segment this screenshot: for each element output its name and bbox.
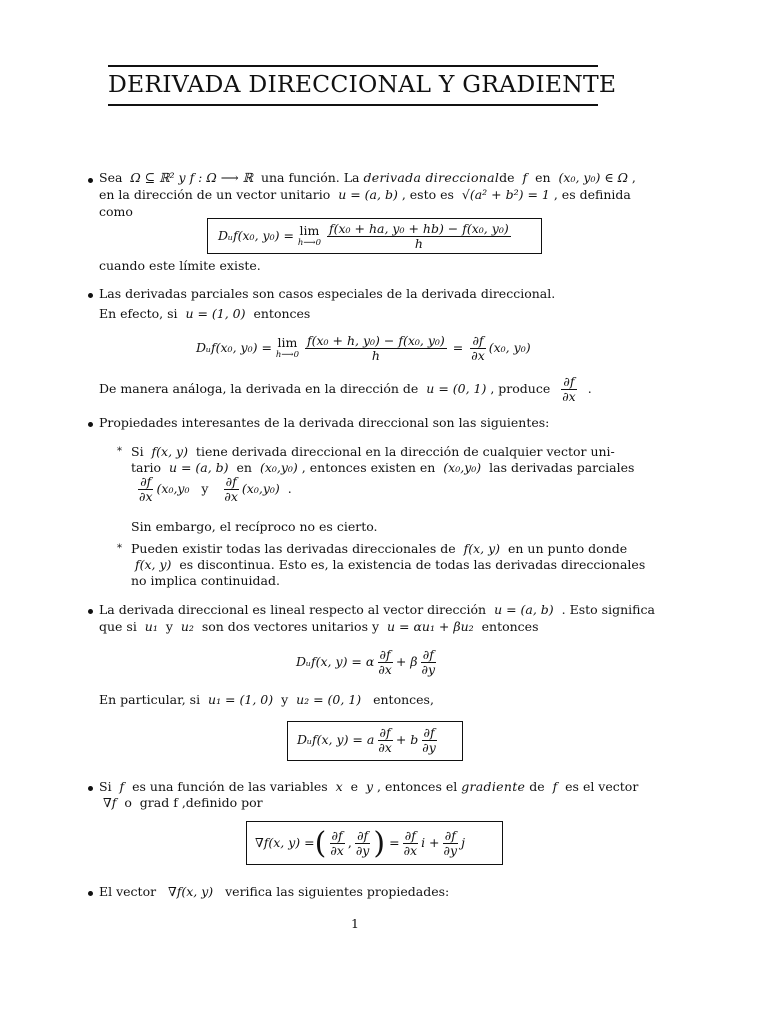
paragraph-line: El vector ∇f(x, y) verifica las siguientes propiedades: bbox=[99, 884, 450, 899]
equation: Dᵤf(x, y) = α $\frac{\partial f}{\partial x}$ + β $\frac{\partial f}{\partial y}$ bbox=[296, 647, 436, 677]
bullet bbox=[88, 786, 93, 791]
paragraph-line: Pueden existir todas las derivadas direccionales de f(x, y) en un punto donde bbox=[131, 541, 628, 556]
paragraph-line: En efecto, si u = (1, 0) entonces bbox=[99, 306, 311, 321]
paragraph-line: como bbox=[99, 204, 133, 219]
equation: Dᵤf(x, y) = a $\frac{\partial f}{\partial x}$ + b $\frac{\partial f}{\partial y}$ bbox=[297, 725, 436, 755]
paragraph-line: $\frac{\partial f}{\partial x}$ (x₀,y₀ y $\frac{\partial f}{\partial x}$ (x₀,y₀) . bbox=[139, 474, 292, 504]
asterisk-marker: * bbox=[117, 446, 122, 457]
equation: Dᵤf(x₀, y₀) = lim h⟶0 $\frac{\text{f(x₀ + ha, y₀ + hb) − f(x₀, y₀)}}{h}$ bbox=[218, 221, 509, 251]
paragraph-line: tario u = (a, b) en (x₀,y₀) , entonces existen en (x₀,y₀) las derivadas parciales bbox=[131, 460, 635, 475]
bullet bbox=[88, 293, 93, 298]
linearity-box bbox=[287, 721, 463, 761]
paragraph-line: Propiedades interesantes de la derivada direccional son las siguientes: bbox=[99, 415, 550, 430]
definition-box bbox=[207, 218, 542, 254]
bullet bbox=[88, 891, 93, 896]
paragraph-line: En particular, si u₁ = (1, 0) y u₂ = (0, 1) entonces, bbox=[99, 692, 434, 707]
equation: ∇f(x, y) =( $\frac{\partial f}{\partial x}$ , $\frac{\partial f}{\partial y}$ ) = $\frac{\partial f}{\partial x}$ i + $\frac{\partial f}{\partial y}$ j bbox=[255, 826, 465, 861]
title-rule-bottom bbox=[108, 104, 598, 106]
paragraph-line: De manera análoga, la derivada en la dirección de u = (0, 1) , produce $\frac{\partial f}{\partial x}$ . bbox=[99, 374, 592, 404]
bullet bbox=[88, 422, 93, 427]
paragraph-line: Las derivadas parciales son casos especiales de la derivada direccional. bbox=[99, 286, 556, 301]
asterisk-marker: * bbox=[117, 543, 122, 554]
page-number: 1 bbox=[351, 916, 359, 931]
equation: Dᵤf(x₀, y₀) = lim h⟶0 $\frac{\text{f(x₀ + h, y₀) − f(x₀, y₀)}}{h}$ = $\frac{\partial f}{\partial x}$ (x₀, y₀) bbox=[196, 333, 531, 363]
paragraph-line: en la dirección de un vector unitario u = (a, b) , esto es √(a² + b²) = 1 , es definida bbox=[99, 187, 631, 202]
paragraph-line: ∇f o grad f ,definido por bbox=[103, 795, 263, 810]
title-rule-top bbox=[108, 65, 598, 67]
bullet bbox=[88, 178, 93, 183]
bullet bbox=[88, 609, 93, 614]
paragraph-line: que si u₁ y u₂ son dos vectores unitarios y u = αu₁ + βu₂ entonces bbox=[99, 619, 539, 634]
paragraph-line: Si f(x, y) tiene derivada direccional en la dirección de cualquier vector uni- bbox=[131, 444, 615, 459]
paragraph-line: no implica continuidad. bbox=[131, 573, 280, 588]
paragraph-line: cuando este límite existe. bbox=[99, 258, 261, 273]
gradient-box bbox=[246, 821, 503, 865]
paragraph-line: f(x, y) es discontinua. Esto es, la existencia de todas las derivadas direccionales bbox=[135, 557, 646, 572]
paragraph-line: Sea Ω ⊆ ℝ² y f : Ω ⟶ ℝ una función. La derivada direccionalde f en (x₀, y₀) ∈ Ω , bbox=[99, 170, 636, 185]
paragraph-line: La derivada direccional es lineal respecto al vector dirección u = (a, b) . Esto significa bbox=[99, 602, 655, 617]
paragraph-line: Si f es una función de las variables x e y , entonces el gradiente de f es el vector bbox=[99, 779, 639, 794]
paragraph-line: Sin embargo, el recíproco no es cierto. bbox=[131, 519, 378, 534]
page-title: DERIVADA DIRECCIONAL Y GRADIENTE bbox=[108, 70, 617, 98]
